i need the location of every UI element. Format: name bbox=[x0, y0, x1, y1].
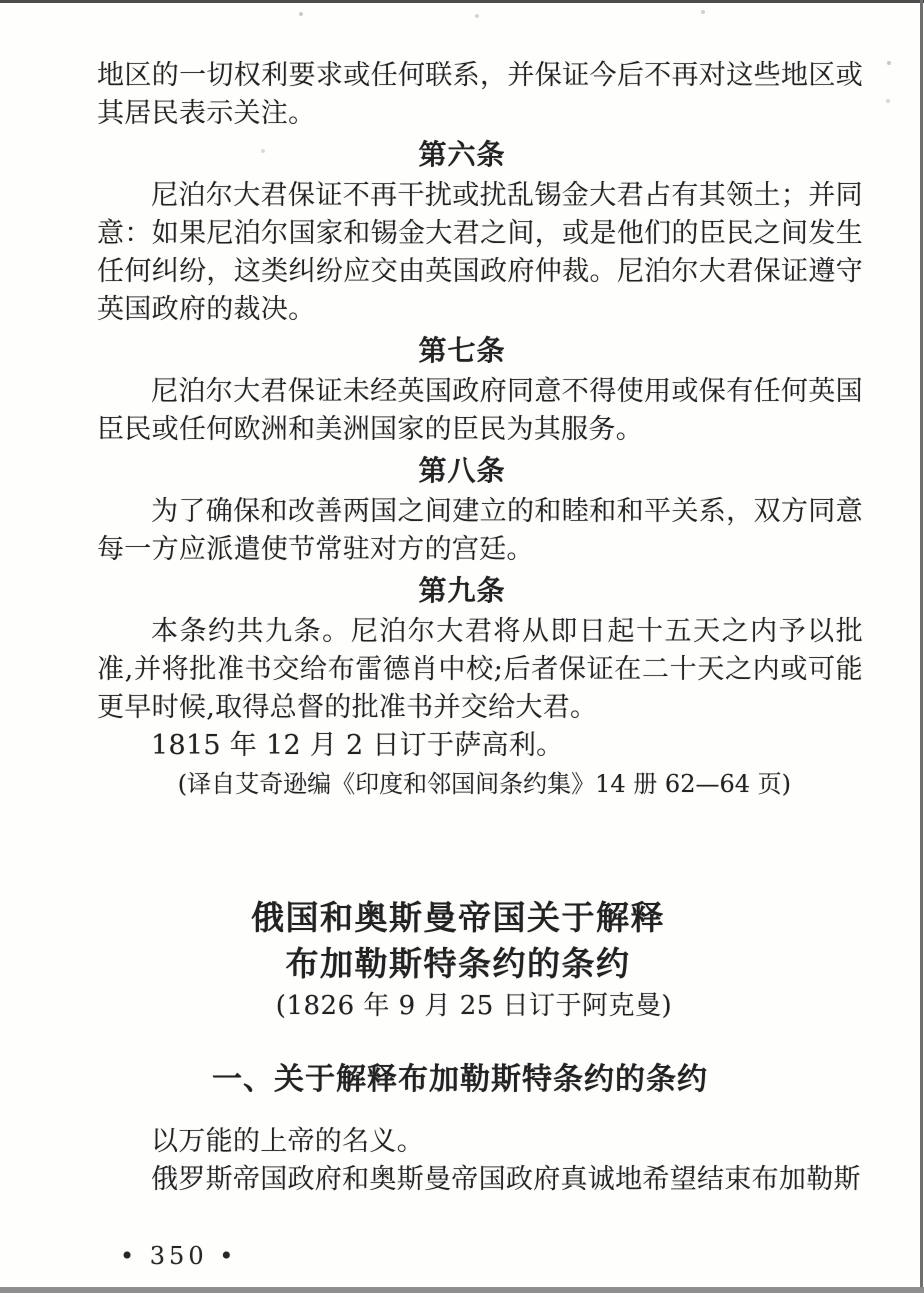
article-9-heading: 第九条 bbox=[418, 574, 506, 607]
page-number: • 350 • bbox=[120, 1242, 238, 1270]
article-8-body: 为了确保和改善两国之间建立的和睦和和平关系，双方同意每一方应派遣使节常驻对方的宫廷。 bbox=[97, 496, 863, 565]
article-8-heading: 第八条 bbox=[418, 454, 506, 487]
section-heading: 一、关于解释布加勒斯特条约的条约 bbox=[212, 1062, 708, 1097]
article-7-heading: 第七条 bbox=[418, 334, 506, 367]
scan-edge-top bbox=[0, 0, 924, 3]
article-7-body: 尼泊尔大君保证未经英国政府同意不得使用或保有任何英国臣民或任何欧洲和美洲国家的臣民为其服务。 bbox=[97, 376, 863, 445]
treaty-date-line: (1826 年 9 月 25 日订于阿克曼) bbox=[275, 991, 673, 1021]
article-6-body: 尼泊尔大君保证不再干扰或扰乱锡金大君占有其领土；并同意：如果尼泊尔国家和锡金大君之间，或是他们的臣民之间发生任何纠纷，这类纠纷应交由英国政府仲裁。尼泊尔大君保证遵守英国政府的裁决。 bbox=[97, 180, 863, 325]
scan-edge-bottom bbox=[0, 1287, 924, 1293]
article-9-body: 本条约共九条。尼泊尔大君将从即日起十五天之内予以批准,并将批准书交给布雷德肖中校;后者保证在二十天之内或可能更早时候,取得总督的批准书并交给大君。 bbox=[97, 616, 863, 723]
page-content bbox=[97, 57, 863, 1199]
scan-noise-specks bbox=[0, 0, 2, 2]
invocation-line: 以万能的上帝的名义。 bbox=[151, 1126, 424, 1157]
article-6-heading: 第六条 bbox=[418, 138, 506, 171]
treaty-title-line-2: 布加勒斯特条约的条约 bbox=[285, 944, 631, 983]
treaty-title-line-1: 俄国和奥斯曼帝国关于解释 bbox=[251, 898, 665, 937]
source-attribution: (译自艾奇逊编《印度和邻国间条约集》14 册 62—64 页) bbox=[177, 770, 791, 798]
continuation-paragraph: 地区的一切权利要求或任何联系，并保证今后不再对这些地区或其居民表示关注。 bbox=[97, 60, 863, 129]
scan-edge-right bbox=[920, 0, 923, 1291]
signing-date-line: 1815 年 12 月 2 日订于萨高利。 bbox=[151, 730, 564, 761]
treaty-title bbox=[75, 895, 841, 987]
preamble-line: 俄罗斯帝国政府和奥斯曼帝国政府真诚地希望结束布加勒斯 bbox=[151, 1164, 861, 1195]
